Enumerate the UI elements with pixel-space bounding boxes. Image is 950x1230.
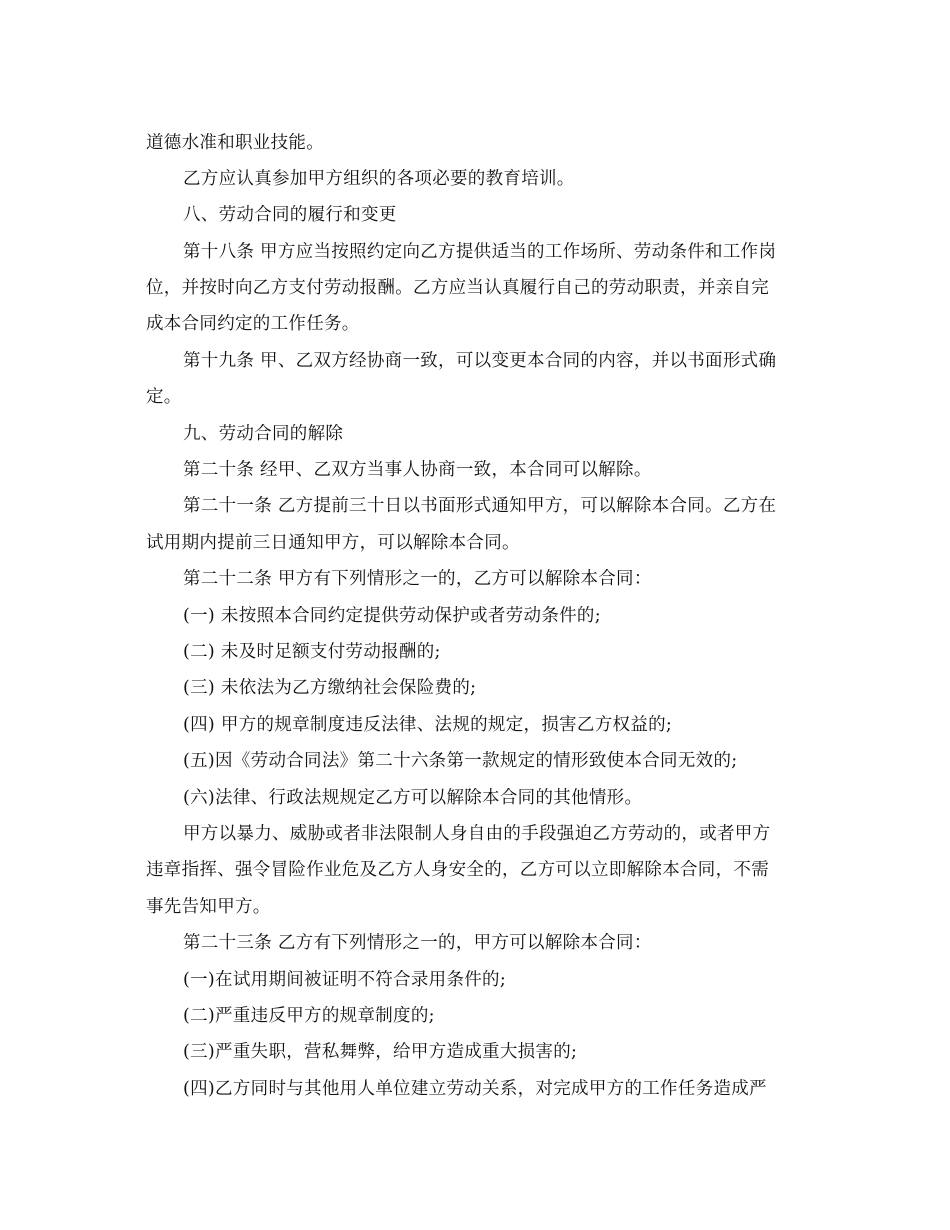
list-item: (三) 未依法为乙方缴纳社会保险费的; [183,678,477,698]
article-line: 第十九条 甲、乙双方经协商一致，可以变更本合同的内容，并以书面形式确 [183,351,777,371]
article-line: 第二十三条 乙方有下列情形之一的，甲方可以解除本合同： [183,933,652,953]
article-line: 第二十二条 甲方有下列情形之一的，乙方可以解除本合同： [183,569,652,589]
text-line: 乙方应认真参加甲方组织的各项必要的教育培训。 [183,169,575,189]
list-item: (三)严重失职，营私舞弊，给甲方造成重大损害的; [183,1042,578,1062]
list-item: (四) 甲方的规章制度违反法律、法规的规定，损害乙方权益的; [183,715,673,735]
list-item: (一)在试用期间被证明不符合录用条件的; [183,970,507,990]
text-line: 定。 [146,387,182,407]
list-item: (一) 未按照本合同约定提供劳动保护或者劳动条件的; [183,606,601,626]
article-line: 第二十一条 乙方提前三十日以书面形式通知甲方，可以解除本合同。乙方在 [183,496,777,516]
list-item: (二)严重违反甲方的规章制度的; [183,1006,435,1026]
list-item: (六)法律、行政法规规定乙方可以解除本合同的其他情形。 [183,788,643,808]
section-heading: 八、劳动合同的履行和变更 [183,205,397,225]
article-line: 第二十条 经甲、乙双方当事人协商一致，本合同可以解除。 [183,460,652,480]
section-heading: 九、劳动合同的解除 [183,424,344,444]
list-item: (五)因《劳动合同法》第二十六条第一款规定的情形致使本合同无效的; [183,751,738,771]
text-line: 试用期内提前三日通知甲方，可以解除本合同。 [146,533,520,553]
text-line: 事先告知甲方。 [146,897,271,917]
list-item: (四)乙方同时与其他用人单位建立劳动关系，对完成甲方的工作任务造成严 [183,1079,767,1099]
text-line: 道德水准和职业技能。 [146,133,324,153]
text-line: 违章指挥、强令冒险作业危及乙方人身安全的，乙方可以立即解除本合同，不需 [146,860,769,880]
text-line: 成本合同约定的工作任务。 [146,314,360,334]
list-item: (二) 未及时足额支付劳动报酬的; [183,642,441,662]
text-line: 位，并按时向乙方支付劳动报酬。乙方应当认真履行自己的劳动职责，并亲自完 [146,278,769,298]
text-line: 甲方以暴力、威胁或者非法限制人身自由的手段强迫乙方劳动的，或者甲方 [183,824,771,844]
article-line: 第十八条 甲方应当按照约定向乙方提供适当的工作场所、劳动条件和工作岗 [183,242,777,262]
